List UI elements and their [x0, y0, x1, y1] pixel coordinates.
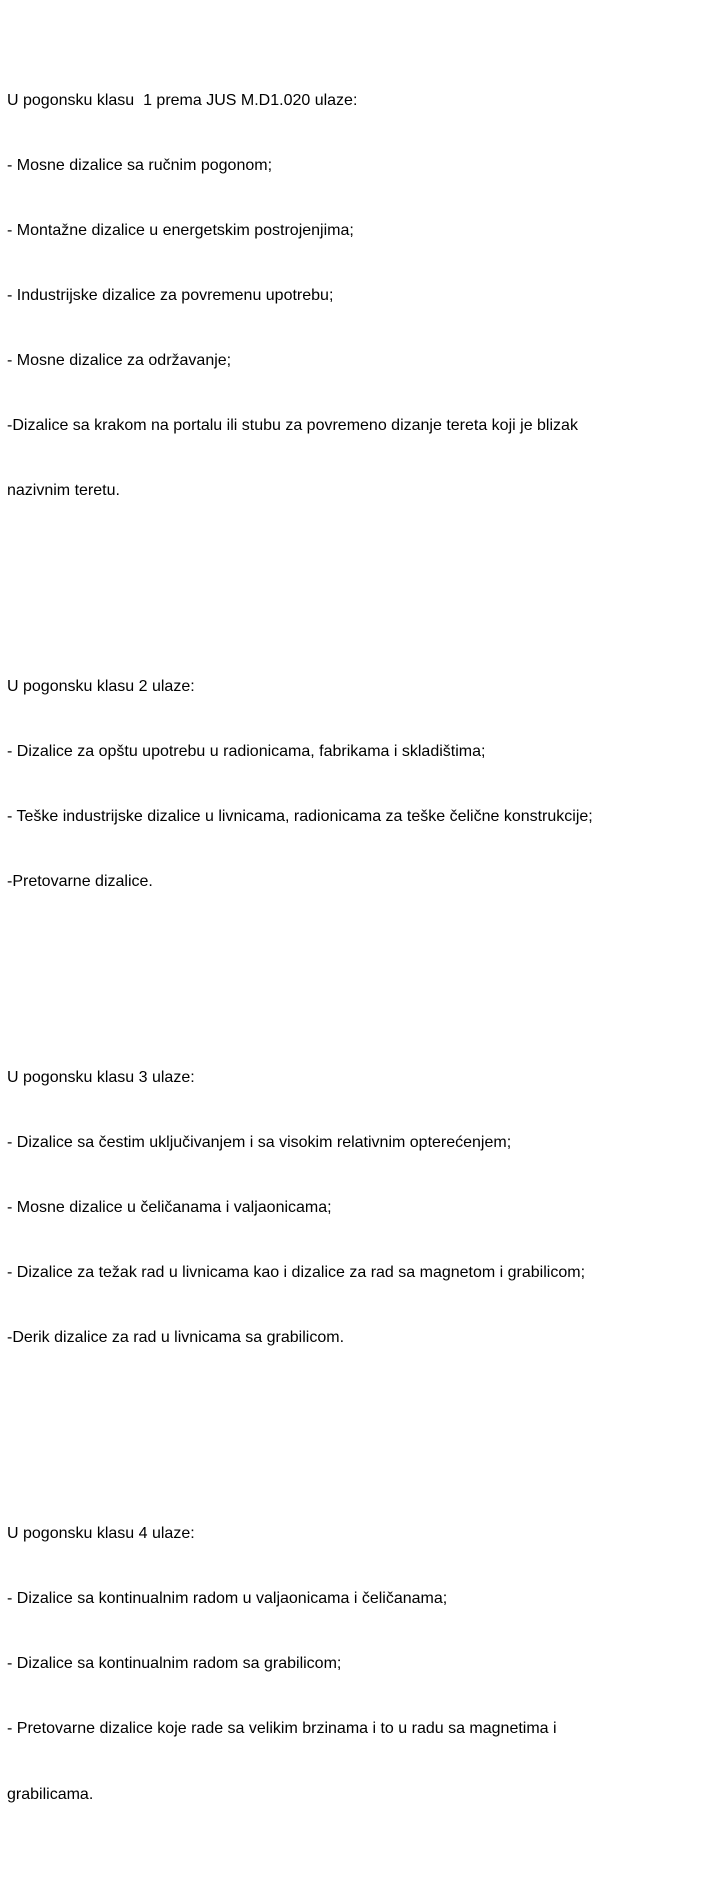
section-heading: U pogonsku klasu 2 ulaze:: [7, 678, 195, 696]
section-class-1: [7, 46, 713, 545]
list-item: - Teške industrijske dizalice u livnicama, radionicama za teške čelične konstrukcije;: [7, 808, 593, 826]
section-class-4: [7, 1480, 713, 1849]
list-item: - Dizalice za opštu upotrebu u radionicama, fabrikama i skladištima;: [7, 743, 486, 761]
list-item: - Dizalice sa kontinualnim radom u valjaonicama i čeličanama;: [7, 1590, 448, 1608]
list-item: - Industrijske dizalice za povremenu upotrebu;: [7, 287, 334, 305]
section-class-3: [7, 1024, 713, 1393]
list-item-continuation: nazivnim teretu.: [7, 482, 120, 500]
section-class-2: [7, 633, 713, 937]
document-body: [7, 3, 713, 1892]
list-item: -Pretovarne dizalice.: [7, 873, 153, 891]
list-item: - Pretovarne dizalice koje rade sa velikim brzinama i to u radu sa magnetima i: [7, 1720, 557, 1738]
list-item: - Montažne dizalice u energetskim postrojenjima;: [7, 222, 354, 240]
section-heading: U pogonsku klasu 4 ulaze:: [7, 1525, 195, 1543]
list-item: -Derik dizalice za rad u livnicama sa grabilicom.: [7, 1329, 345, 1347]
list-item: - Dizalice sa čestim uključivanjem i sa visokim relativnim opterećenjem;: [7, 1134, 512, 1152]
list-item: - Mosne dizalice sa ručnim pogonom;: [7, 156, 273, 174]
list-item: - Dizalice za težak rad u livnicama kao i dizalice za rad sa magnetom i grabilicom;: [7, 1264, 586, 1282]
section-heading: U pogonsku klasu 1 prema JUS M.D1.020 ulaze:: [7, 91, 358, 109]
section-heading: U pogonsku klasu 3 ulaze:: [7, 1069, 195, 1087]
list-item: - Mosne dizalice za održavanje;: [7, 352, 232, 370]
list-item: - Dizalice sa kontinualnim radom sa grabilicom;: [7, 1655, 342, 1673]
list-item: - Mosne dizalice u čeličanama i valjaonicama;: [7, 1199, 332, 1217]
list-item-continuation: grabilicama.: [7, 1785, 94, 1803]
list-item: -Dizalice sa krakom na portalu ili stubu za povremeno dizanje tereta koji je blizak: [7, 417, 578, 435]
